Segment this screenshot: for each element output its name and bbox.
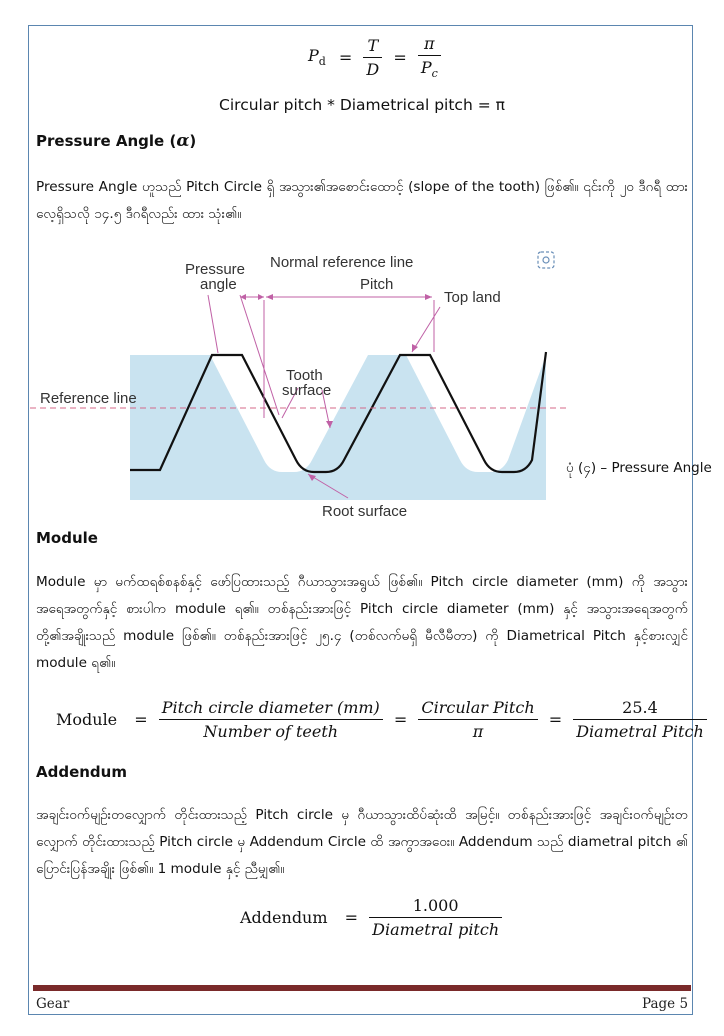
- addendum-paragraph: အချင်းဝက်မျဉ်းတလျှောက် တိုင်းထားသည့် Pitch circle မှ ဂီယာသွားထိပ်ဆုံးထိ အမြင့်။ တစ်နည်းအားဖြင့် အချင်းဝက်မျဉ်းတလျှောက် တိုင်းထားသည့် Pitch circle မှ Addendum Circle ထိ အကွာအဝေး။ Addendum သည် diametral pitch ၏ ပြောင်းပြန်အချိုး ဖြစ်၏။ 1 module နှင့် ညီမျှ၏။: [36, 807, 688, 877]
- gear-body-fill: [130, 355, 546, 500]
- label-reference-line: Reference line: [40, 390, 137, 407]
- label-normal-reference: Normal reference line: [270, 254, 414, 271]
- addendum-formula: Addendum = $\frac{1.000}{\text{Diametral pitch}}$: [240, 896, 502, 939]
- module-heading: Module: [36, 529, 98, 547]
- label-tooth-surface-2: surface: [282, 382, 332, 399]
- lens-icon: [538, 252, 554, 268]
- footer-title: Gear: [36, 996, 70, 1012]
- label-tooth-surface-1: Tooth: [286, 367, 323, 384]
- label-top-land: Top land: [444, 289, 501, 306]
- addendum-heading: Addendum: [36, 763, 127, 781]
- module-formula: Module = $\frac{\text{Pitch circle diameter (mm)}}{\text{Number of teeth}}$ = $\frac{\text{Circular Pitch}}{\pi}$ = $\frac{25.4}{\text{Diametral Pitch}}$: [56, 698, 707, 741]
- circular-pitch-line: Circular pitch * Diametrical pitch = π: [219, 96, 505, 114]
- label-pressure-angle-1: Pressure: [185, 261, 246, 278]
- label-root-surface: Root surface: [322, 503, 408, 520]
- page-number: Page 5: [642, 996, 689, 1012]
- pd-formula: $P_d$ = $\frac{T}{D}$ = $\frac{\pi}{P_c}$: [308, 34, 441, 80]
- label-pitch: Pitch: [360, 276, 394, 293]
- pressure-angle-diagram: [30, 240, 570, 530]
- figure-caption: ပုံ (၄) – Pressure Angle: [566, 460, 712, 476]
- module-paragraph: Module မှာ မက်ထရစ်စနစ်နှင့် ဖော်ပြထားသည့် ဂီယာသွားအရွယ် ဖြစ်၏။ Pitch circle diameter (mm) ကို အသွား အရေအတွက်နှင့် စားပါက module ရ၏။ တစ်နည်းအားဖြင့် Pitch circle diameter (mm) နှင့် အသွားအရေအတွက် တို့၏အချိုးသည် module ဖြစ်၏။ တစ်နည်းအားဖြင့် ၂၅.၄ (တစ်လက်မရှိ မီလီမီတာ) ကို Diametrical Pitch နှင့်စားလျှင် module ရ၏။: [36, 574, 688, 671]
- pressure-angle-paragraph: Pressure Angle ဟူသည် Pitch Circle ရှိ အသွား၏အစောင်းထောင့် (slope of the tooth) ဖြစ်၏။ ၎င်းကို ၂၀ ဒီဂရီ ထားလေ့ရှိသလို ၁၄.၅ ဒီဂရီလည်း ထား သုံး၏။: [36, 179, 688, 222]
- pressure-angle-heading: Pressure Angle (α): [36, 131, 197, 151]
- label-pressure-angle-2: angle: [200, 276, 237, 293]
- footer-rule: [33, 985, 691, 991]
